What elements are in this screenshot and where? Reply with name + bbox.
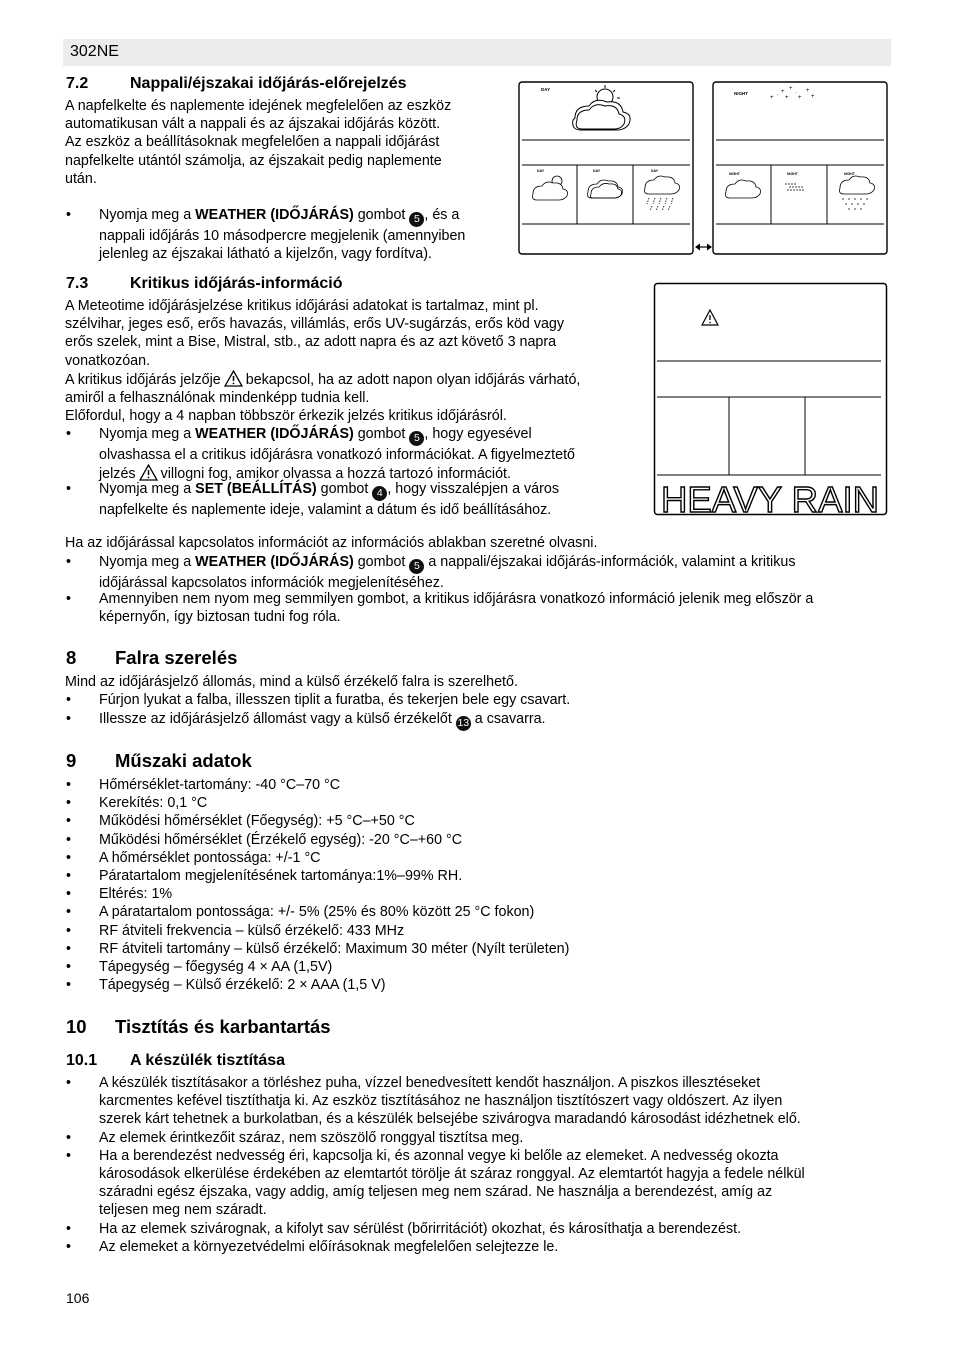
section-10-1-heading: 10.1 A készülék tisztítása <box>66 1052 286 1069</box>
list-item: • Az elemeket a környezetvédelmi előírásoknak megfelelően selejtezze le. <box>66 1238 559 1255</box>
spec-item: • RF átviteli frekvencia – külső érzékelő: 433 MHz <box>66 922 405 939</box>
day-night-display-figure <box>517 80 891 255</box>
svg-text:·: · <box>777 92 779 98</box>
spec-item: • A hőmérséklet pontossága: +/-1 °C <box>66 849 321 866</box>
critical-weather-display-figure <box>653 282 889 517</box>
button-5-icon: 5 <box>409 559 424 574</box>
section-7-3-heading: 7.3 Kritikus időjárás-információ <box>66 275 343 292</box>
warning-triangle-icon <box>139 464 158 481</box>
svg-text:·: · <box>795 90 797 96</box>
svg-text:+: + <box>770 95 774 101</box>
svg-text:+: + <box>781 89 785 95</box>
list-item: • Ha az elemek szivárognak, a kifolyt sav sérülést (bőrirritációt) okozhat, és károsíthatja a berendezést. <box>66 1220 742 1237</box>
list-item: • A készülék tisztításakor a törléshez puha, vízzel benedvesített kendőt használjon. A piszkos illesztéseket karcmentes kefével tisztíthatja ki. Az eszköz tisztításához ne használjon tisztítószert vagy oldószert. Az ilyen szerek kárt tehetnek a burkolatban, és a készülék belsejébe szivárogva maradandó károsodást idézhetnek elő. <box>66 1075 801 1128</box>
section-7-2-heading: 7.2 Nappali/éjszakai időjárás-előrejelzés <box>66 75 407 92</box>
svg-text:+: + <box>806 88 810 94</box>
svg-text:DAY: DAY <box>541 87 551 92</box>
svg-text:+: + <box>785 95 789 101</box>
spec-item: • Működési hőmérséklet (Főegység): +5 °C–+50 °C <box>66 813 415 830</box>
spec-item: • Tápegység – főegység 4 × AA (1,5V) <box>66 959 333 976</box>
section-8-intro: Mind az időjárásjelző állomás, mind a külső érzékelő falra is szerelhető. <box>65 674 518 690</box>
svg-text:NIGHT: NIGHT <box>844 172 855 176</box>
spec-item: • RF átviteli tartomány – külső érzékelő: Maximum 30 méter (Nyílt területen) <box>66 940 570 957</box>
cleaning-list <box>66 1074 896 1256</box>
svg-text:DAY: DAY <box>537 169 545 173</box>
button-5-icon: 5 <box>409 431 424 446</box>
critical-info-text: HEAVY RAIN <box>661 479 879 517</box>
svg-text:+: + <box>789 86 793 92</box>
info-window-line: Ha az időjárással kapcsolatos információt az információs ablakban szeretné olvasni. <box>65 535 598 551</box>
button-4-icon: 4 <box>372 486 387 501</box>
section-9-heading: 9 Műszaki adatok <box>66 750 252 771</box>
svg-text:+: + <box>798 95 802 101</box>
section-10-heading: 10 Tisztítás és karbantartás <box>66 1016 331 1037</box>
svg-text:+: + <box>811 94 815 100</box>
spec-list <box>66 776 896 994</box>
spec-item: • Hőmérséklet-tartomány: -40 °C–70 °C <box>66 777 341 793</box>
page-number: 106 <box>66 1290 90 1306</box>
section-8-heading: 8 Falra szerelés <box>66 647 238 668</box>
list-item: • Az elemek érintkezőit száraz, nem szöszölő ronggyal tisztítsa meg. <box>66 1129 524 1146</box>
model-label: 302NE <box>70 43 119 60</box>
info-bullet-1: • Nyomja meg a WEATHER (IDŐJÁRÁS) gombot 5 a nappali/éjszakai időjárás-információk, valamint a kritikus időjárással kapcsolatos információk megjelenítéséhez. <box>66 554 796 591</box>
svg-text:DAY: DAY <box>593 169 601 173</box>
spec-item: • Eltérés: 1% <box>66 886 173 903</box>
spec-item: • Tápegység – Külső érzékelő: 2 × AAA (1,5 V) <box>66 977 386 994</box>
info-bullet-2: • Amennyiben nem nyom meg semmilyen gombot, a kritikus időjárásra vonatkozó információ jelenik meg először a képernyőn, így biztosan tudni fog róla. <box>66 591 814 626</box>
list-item: • Ha a berendezést nedvesség éri, kapcsolja ki, és azonnal vegye ki belőle az elemeket. A nedvesség okozta károsodások elkerülése érdekében az elemtartót törölje át száraz ronggyal. Az elemtartót hagyja a fedele nélkül száradni egész éjszaka, vagy addig, amíg teljesen meg nem szárad. Ne használja a berendezést, amíg az teljesen meg nem száradt. <box>66 1147 805 1219</box>
svg-text:NIGHT: NIGHT <box>787 172 798 176</box>
warning-triangle-icon <box>224 370 243 387</box>
spec-item: • Páratartalom megjelenítésének tartománya:1%–99% RH. <box>66 868 463 885</box>
header-bar <box>63 39 891 66</box>
svg-text:NIGHT: NIGHT <box>734 91 748 96</box>
sensor-13-icon: 13 <box>457 717 470 729</box>
spec-item: • A páratartalom pontossága: +/- 5% (25% és 80% között 25 °C fokon) <box>66 904 535 921</box>
svg-text:NIGHT: NIGHT <box>729 172 740 176</box>
switch-arrow-icon <box>695 244 712 251</box>
section-7-3-body: A Meteotime időjárásjelzése kritikus időjárási adatokat is tartalmaz, mint pl. szélvihar, jeges eső, erős havazás, villámlás, erős UV-sugárzás, erős köd vagy erős szelek, mint a Bise, Mistral, stb., az adott napra és az azt követő 3 napra vonatkozóan. A kritikus időjárás jelzője bekapcsol, ha az adott napon olyan időjárás várható, amiről a felhasználónak mindenképp tudnia kell. Előfordul, hogy a 4 napban többször érkezik jelzés kritikus időjárásról. <box>65 298 581 425</box>
button-5-icon: 5 <box>409 212 424 227</box>
spec-item: • Működési hőmérséklet (Érzékelő egység): -20 °C–+60 °C <box>66 831 463 848</box>
section-7-2-bullet: • Nyomja meg a WEATHER (IDŐJÁRÁS) gombot 5 , és a nappali időjárás 10 másodpercre megjelenik (amennyiben jelenleg az éjszakai látható a kijelzőn, vagy fordítva). <box>66 207 466 263</box>
spec-item: • Kerekítés: 0,1 °C <box>66 795 208 812</box>
svg-text:DAY: DAY <box>651 169 659 173</box>
section-8-bullet-2: • Illessze az időjárásjelző állomást vagy a külső érzékelőt 13 a csavarra. <box>66 711 546 729</box>
section-8-bullet-1: • Fúrjon lyukat a falba, illesszen tiplit a furatba, és tekerjen bele egy csavart. <box>66 692 571 708</box>
section-7-2-body: A napfelkelte és naplemente idejének megfelelően az eszköz automatikusan vált a nappali és az ájszakai időjárás között. Az eszköz a beállításoknak megfelelően a nappali időjárást napfelkelte utántól számolja, az éjszakait pedig naplemente után. <box>65 98 452 187</box>
section-7-3-bullet-1: • Nyomja meg a WEATHER (IDŐJÁRÁS) gombot 5 , hogy egyesével olvashassa el a critikus időjárásra vonatkozó információkat. A figyelmeztető jelzés villogni fog, amikor olvassa a hozzá tartozó információt. <box>66 426 575 483</box>
section-7-3-bullet-2: • Nyomja meg a SET (BEÁLLÍTÁS) gombot 4 , hogy visszalépjen a város napfelkelte és naplemente ideje, valamint a dátum és idő beállításához. <box>66 481 559 518</box>
